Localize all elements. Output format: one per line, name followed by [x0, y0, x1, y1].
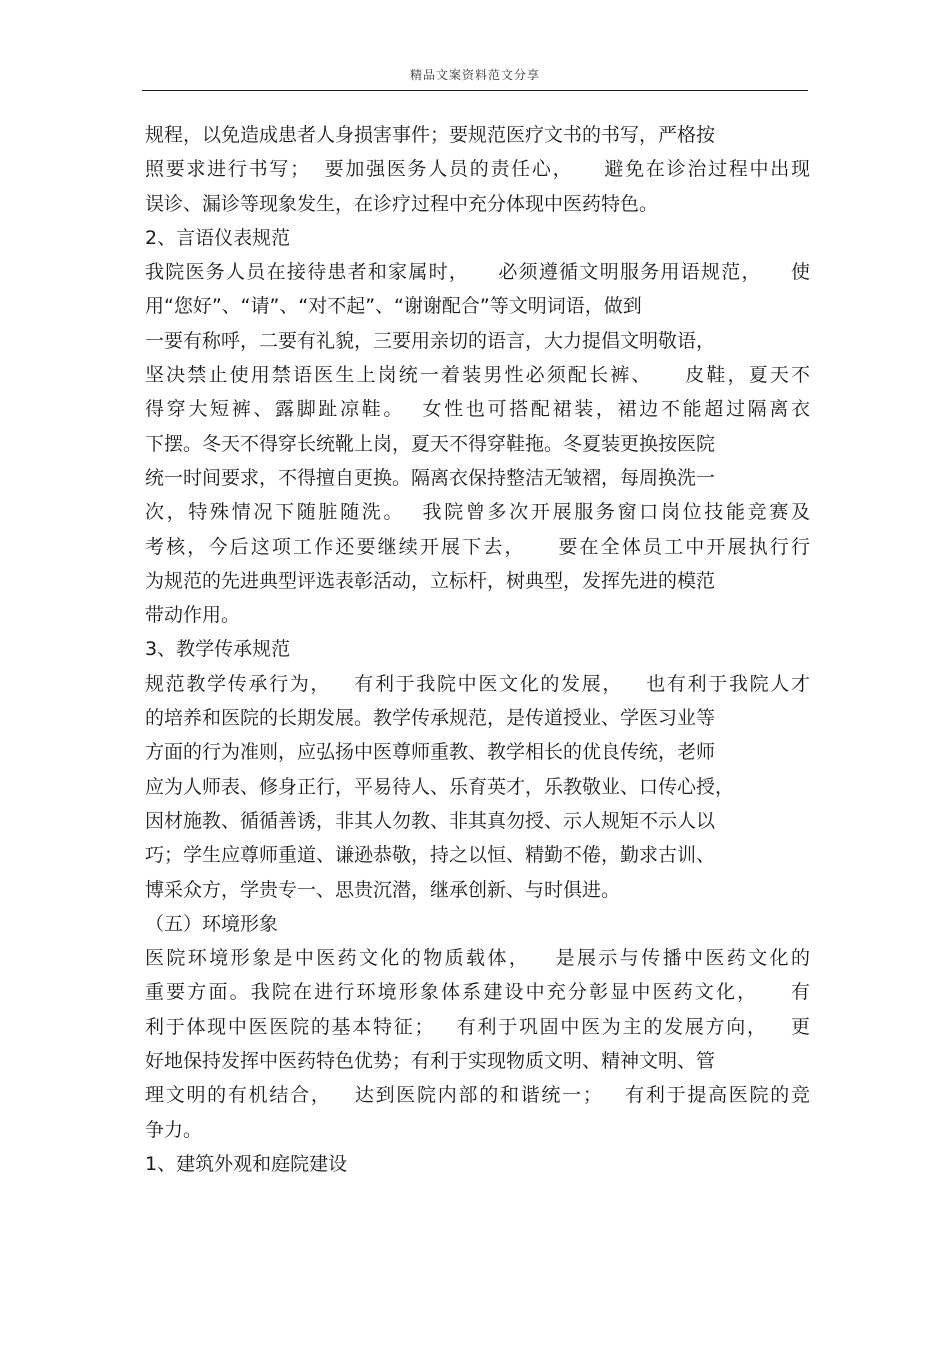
text-line: 下摆。冬天不得穿长统靴上岗，夏天不得穿鞋拖。冬夏装更换按医院 — [145, 432, 716, 455]
text-line: 好地保持发挥中医药特色优势；有利于实现物质文明、精神文明、管 — [145, 1050, 716, 1073]
text-line: 我院医务人员在接待患者和家属时， 必须遵循文明服务用语规范， 使 — [145, 261, 810, 284]
text-line: 用“您好”、“请”、“对不起”、“谢谢配合”等文明词语，做到 — [145, 295, 642, 318]
text-line: （五）环境形象 — [145, 912, 279, 935]
text-line: 1、建筑外观和庭院建设 — [145, 1152, 348, 1175]
text-line: 得穿大短裤、露脚趾凉鞋。 女性也可搭配裙装，裙边不能超过隔离衣 — [145, 398, 810, 421]
text-line: 考核，今后这项工作还要继续开展下去， 要在全体员工中开展执行行 — [145, 535, 810, 558]
text-line: 3、教学传承规范 — [145, 638, 291, 661]
text-line: 的培养和医院的长期发展。教学传承规范，是传道授业、学医习业等 — [145, 707, 716, 730]
text-line: 博采众方，学贵专一、思贵沉潜，继承创新、与时俱进。 — [145, 878, 621, 901]
text-line: 争力。 — [145, 1118, 203, 1141]
text-line: 理文明的有机结合， 达到医院内部的和谐统一； 有利于提高医院的竞 — [145, 1084, 810, 1107]
text-line: 方面的行为准则，应弘扬中医尊师重教、教学相长的优良传统，老师 — [145, 741, 716, 764]
text-line: 利于体现中医医院的基本特征； 有利于巩固中医为主的发展方向， 更 — [145, 1015, 810, 1038]
header-divider — [142, 90, 808, 91]
text-line: 照要求进行书写； 要加强医务人员的责任心， 避免在诊治过程中出现 — [145, 158, 810, 181]
page-header: 精品文案资料范文分享 — [409, 68, 540, 82]
text-line: 巧；学生应尊师重道、谦逊恭敬，持之以恒、精勤不倦，勤求古训、 — [145, 844, 716, 867]
text-line: 带动作用。 — [145, 604, 241, 627]
text-line: 为规范的先进典型评选表彰活动，立标杆，树典型，发挥先进的模范 — [145, 569, 716, 592]
text-line: 2、言语仪表规范 — [145, 226, 291, 249]
text-line: 规范教学传承行为， 有利于我院中医文化的发展， 也有利于我院人才 — [145, 672, 810, 695]
document-body — [145, 118, 810, 1181]
text-line: 规程，以免造成患者人身损害事件；要规范医疗文书的书写，严格按 — [145, 124, 716, 146]
text-line: 应为人师表、修身正行，平易待人、乐育英才，乐教敬业、口传心授， — [145, 775, 735, 798]
text-line: 因材施教、循循善诱，非其人勿教、非其真勿授、示人规矩不示人以 — [145, 809, 716, 832]
text-line: 误诊、漏诊等现象发生，在诊疗过程中充分体现中医药特色。 — [145, 192, 659, 215]
text-line: 坚决禁止使用禁语医生上岗统一着装男性必须配长裤、 皮鞋，夏天不 — [145, 364, 810, 387]
text-line: 次，特殊情况下随脏随洗。 我院曾多次开展服务窗口岗位技能竞赛及 — [145, 501, 810, 524]
text-line: 统一时间要求，不得擅自更换。隔离衣保持整洁无皱褶，每周换洗一 — [145, 466, 716, 489]
text-line: 医院环境形象是中医药文化的物质载体， 是展示与传播中医药文化的 — [145, 947, 810, 970]
text-line: 一要有称呼，二要有礼貌，三要用亲切的语言，大力提倡文明敬语， — [145, 329, 716, 352]
text-line: 重要方面。我院在进行环境形象体系建设中充分彰显中医药文化， 有 — [145, 981, 810, 1004]
